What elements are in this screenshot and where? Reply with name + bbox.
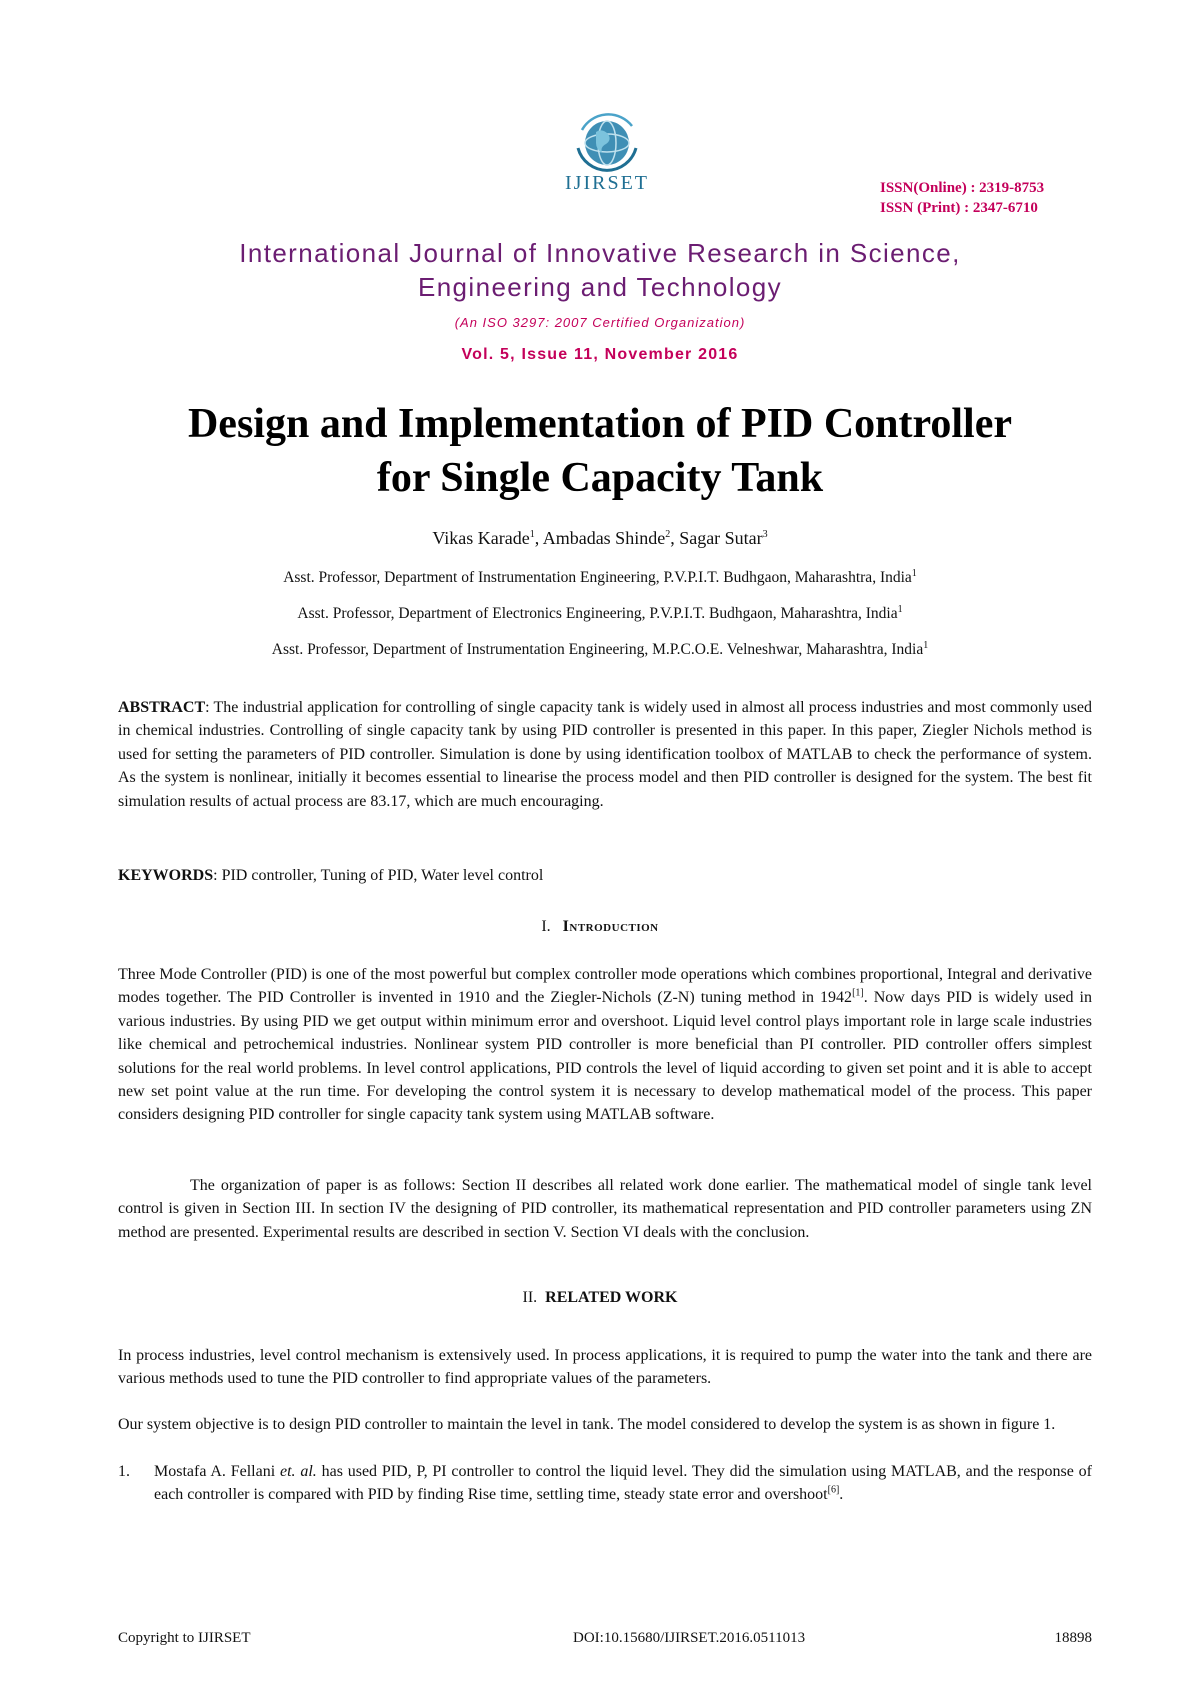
keywords-text: : PID controller, Tuning of PID, Water level control	[213, 867, 544, 884]
keywords-label: KEYWORDS	[118, 867, 214, 884]
footer-copyright: Copyright to IJIRSET	[118, 1630, 251, 1646]
author-name: Ambadas Shinde	[542, 528, 666, 548]
issn-online: ISSN(Online) : 2319-8753	[880, 180, 1045, 196]
list-item-text: et. al.	[279, 1463, 317, 1480]
section-title: RELATED WORK	[545, 1289, 678, 1306]
related-paragraph-2: Our system objective is to design PID controller to maintain the level in tank. The model considered to develop the system is as shown in figure 1.	[118, 1416, 1056, 1433]
list-item-number: 1.	[118, 1463, 130, 1480]
list-item-body	[154, 1460, 1092, 1507]
related-paragraph-1: In process industries, level control mechanism is extensively used. In process applications, it is required to pump the water into the tank and there are various methods used to tune the PID controller to find appropriate values of the parameters.	[118, 1347, 1092, 1388]
affiliation-text: Asst. Professor, Department of Instrumentation Engineering, M.P.C.O.E. Velneshwar, Maharashtra, India	[271, 641, 924, 658]
section-heading-related-work	[0, 1289, 1200, 1307]
author-sup: 3	[762, 529, 768, 540]
section-number: II.	[522, 1289, 538, 1306]
volume-issue: Vol. 5, Issue 11, November 2016	[461, 346, 739, 363]
citation-ref: [1]	[852, 988, 864, 1000]
intro-text: Three Mode Controller (PID) is one of the most powerful but complex controller mode operations which combines proportional, Integral and derivative modes together. The PID Controller is invented in 1910 and the Ziegler-Nichols (Z-N) tuning method in 1942	[118, 966, 1092, 1007]
intro-paragraph-1	[118, 963, 1092, 1127]
author-name: Sagar Sutar	[679, 528, 763, 548]
journal-name-line1: International Journal of Innovative Research in Science,	[239, 238, 961, 268]
paper-title-line2: for Single Capacity Tank	[376, 455, 824, 501]
globe-icon	[548, 108, 666, 178]
affiliation-sup: 1	[897, 603, 903, 615]
issn-print: ISSN (Print) : 2347-6710	[880, 200, 1038, 216]
author-list: Vikas Karade$^1$, Ambadas Shinde$^2$, Sagar Sutar$^3$	[432, 528, 768, 548]
journal-name-line2: Engineering and Technology	[417, 272, 783, 302]
list-item-text: Mostafa A. Fellani	[154, 1463, 280, 1480]
affiliation-text: Asst. Professor, Department of Instrumentation Engineering, P.V.P.I.T. Budhgaon, Maharashtra, India	[283, 569, 912, 586]
issn-block	[880, 178, 1044, 218]
affiliation	[0, 641, 1200, 659]
list-item-text: .	[839, 1486, 844, 1504]
iso-certification: (An ISO 3297: 2007 Certified Organization)	[454, 315, 746, 330]
affiliation-text: Asst. Professor, Department of Electronics Engineering, P.V.P.I.T. Budhgaon, Maharashtra, India	[297, 605, 898, 622]
affiliation	[0, 605, 1200, 623]
paper-title	[0, 397, 1200, 505]
journal-name	[0, 236, 1200, 304]
affiliation	[0, 569, 1200, 587]
list-item-text: has used PID, P, PI controller to control the liquid level. They did the simulation using MATLAB, and the response of each controller is compared with PID by finding Rise time, settling time, steady state error and overshoot	[154, 1463, 1092, 1504]
section-number: I.	[541, 918, 551, 935]
logo-wordmark: IJIRSET	[565, 172, 649, 194]
citation-ref: [6]	[827, 1485, 840, 1497]
section-heading-introduction	[0, 918, 1200, 936]
section-title: Introduction	[562, 918, 659, 935]
affiliation-sup: 1	[923, 639, 929, 651]
author-sup: 1	[529, 529, 535, 540]
intro-text: . Now days PID is widely used in various industries. By using PID we get output within minimum error and overshoot. Liquid level control plays important role in large scale industries like chemical and petrochemical industries. Nonlinear system PID controller is more beneficial than PI controller. PID controller offers simplest solutions for the real world problems. In level control applications, PID controls the level of liquid according to given set point and it is able to accept new set point value at the run time. For developing the control system it is necessary to develop mathematical model of the process. This paper considers designing PID controller for single capacity tank system using MATLAB software.	[118, 989, 1093, 1124]
author-sup: 2	[665, 529, 671, 540]
intro-paragraph-2: The organization of paper is as follows: Section II describes all related work done earlier. The mathematical model of single tank level control is given in Section III. In section IV the designing of PID controller, its mathematical representation and PID controller parameters using ZN method are presented. Experimental results are described in section V. Section VI deals with the conclusion.	[118, 1177, 1092, 1241]
affiliation-sup: 1	[911, 567, 917, 579]
footer-doi: DOI:10.15680/IJIRSET.2016.0511013	[573, 1630, 806, 1646]
paper-title-line1: Design and Implementation of PID Controller	[187, 401, 1013, 447]
abstract	[118, 696, 1092, 813]
abstract-label: ABSTRACT	[118, 699, 206, 716]
footer-page-number: 18898	[1054, 1630, 1092, 1646]
abstract-text: : The industrial application for controlling of single capacity tank is widely used in almost all process industries and most commonly used in chemical industries. Controlling of single capacity tank by using PID controller is presented in this paper. In this paper, Ziegler Nichols method is used for setting the parameters of PID controller. Simulation is done by using identification toolbox of MATLAB to check the performance of system. As the system is nonlinear, initially it becomes essential to linearise the process model and then PID controller is designed for the system. The best fit simulation results of actual process are 83.17, which are much encouraging.	[118, 699, 1092, 810]
keywords	[118, 864, 1092, 887]
list-item	[118, 1460, 1092, 1507]
author-name: Vikas Karade	[432, 528, 530, 548]
